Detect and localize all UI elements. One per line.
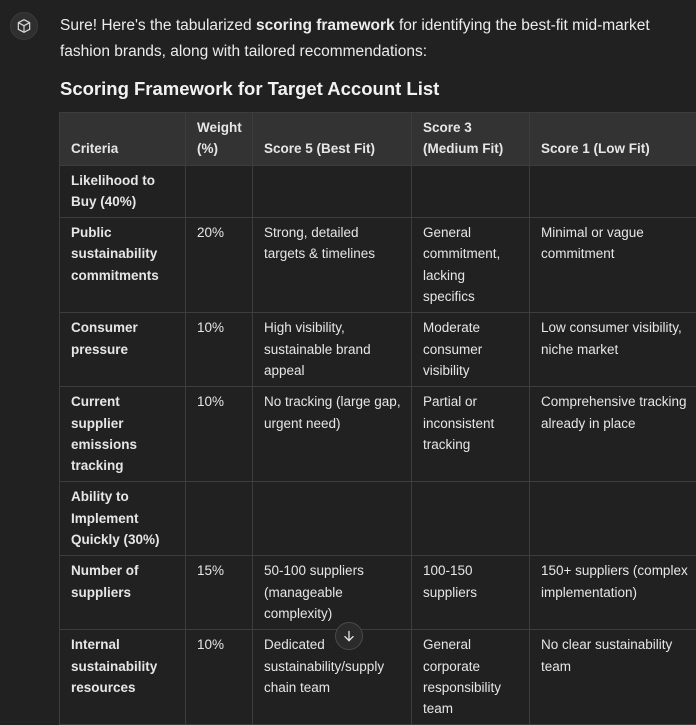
score-3-cell: General commitment, lacking specifics <box>412 218 530 313</box>
table-row <box>60 218 696 313</box>
scoring-table <box>59 112 696 725</box>
assistant-message-intro: Sure! Here's the tabularized scoring framework for identifying the best-fit mid-market fashion brands, along with tailored recommendations: <box>60 13 690 65</box>
table-row <box>60 630 696 725</box>
score-5-cell: 50-100 suppliers (manageable complexity) <box>253 556 412 630</box>
score-3-cell: Moderate consumer visibility <box>412 313 530 387</box>
score-3-cell: 100-150 suppliers <box>412 556 530 630</box>
cube-icon <box>16 18 32 34</box>
score-1-cell <box>530 482 696 556</box>
score-1-cell <box>530 165 696 218</box>
criteria-cell: Public sustainability commitments <box>60 218 186 313</box>
column-header-score-3: Score 3 (Medium Fit) <box>412 113 530 166</box>
table-header-row <box>60 113 696 166</box>
criteria-cell: Consumer pressure <box>60 313 186 387</box>
intro-emphasis: scoring framework <box>256 17 395 34</box>
table-row <box>60 313 696 387</box>
table-row <box>60 165 696 218</box>
weight-cell: 10% <box>186 630 253 725</box>
section-heading: Scoring Framework for Target Account List <box>60 78 439 100</box>
criteria-cell: Current supplier emissions tracking <box>60 387 186 482</box>
criteria-cell: Ability to Implement Quickly (30%) <box>60 482 186 556</box>
score-5-cell: Strong, detailed targets & timelines <box>253 218 412 313</box>
assistant-avatar <box>10 12 38 40</box>
criteria-cell: Likelihood to Buy (40%) <box>60 165 186 218</box>
column-header-score-1: Score 1 (Low Fit) <box>530 113 696 166</box>
score-1-cell: 150+ suppliers (complex implementation) <box>530 556 696 630</box>
table-row <box>60 387 696 482</box>
score-5-cell: High visibility, sustainable brand appeal <box>253 313 412 387</box>
score-3-cell: Partial or inconsistent tracking <box>412 387 530 482</box>
score-1-cell: Comprehensive tracking already in place <box>530 387 696 482</box>
arrow-down-icon <box>342 629 356 643</box>
score-3-cell <box>412 482 530 556</box>
scroll-to-bottom-button[interactable] <box>335 622 363 650</box>
score-5-cell: No tracking (large gap, urgent need) <box>253 387 412 482</box>
weight-cell: 15% <box>186 556 253 630</box>
score-1-cell: No clear sustainability team <box>530 630 696 725</box>
column-header-weight: Weight (%) <box>186 113 253 166</box>
table-row <box>60 482 696 556</box>
weight-cell: 10% <box>186 313 253 387</box>
score-1-cell: Low consumer visibility, niche market <box>530 313 696 387</box>
score-5-cell: Dedicated sustainability/supply chain team <box>253 630 412 725</box>
score-1-cell: Minimal or vague commitment <box>530 218 696 313</box>
score-3-cell <box>412 165 530 218</box>
score-5-cell <box>253 482 412 556</box>
score-5-cell <box>253 165 412 218</box>
weight-cell <box>186 482 253 556</box>
table-row <box>60 556 696 630</box>
column-header-score-5: Score 5 (Best Fit) <box>253 113 412 166</box>
weight-cell <box>186 165 253 218</box>
weight-cell: 10% <box>186 387 253 482</box>
score-3-cell: General corporate responsibility team <box>412 630 530 725</box>
criteria-cell: Number of suppliers <box>60 556 186 630</box>
weight-cell: 20% <box>186 218 253 313</box>
column-header-criteria: Criteria <box>60 113 186 166</box>
criteria-cell: Internal sustainability resources <box>60 630 186 725</box>
